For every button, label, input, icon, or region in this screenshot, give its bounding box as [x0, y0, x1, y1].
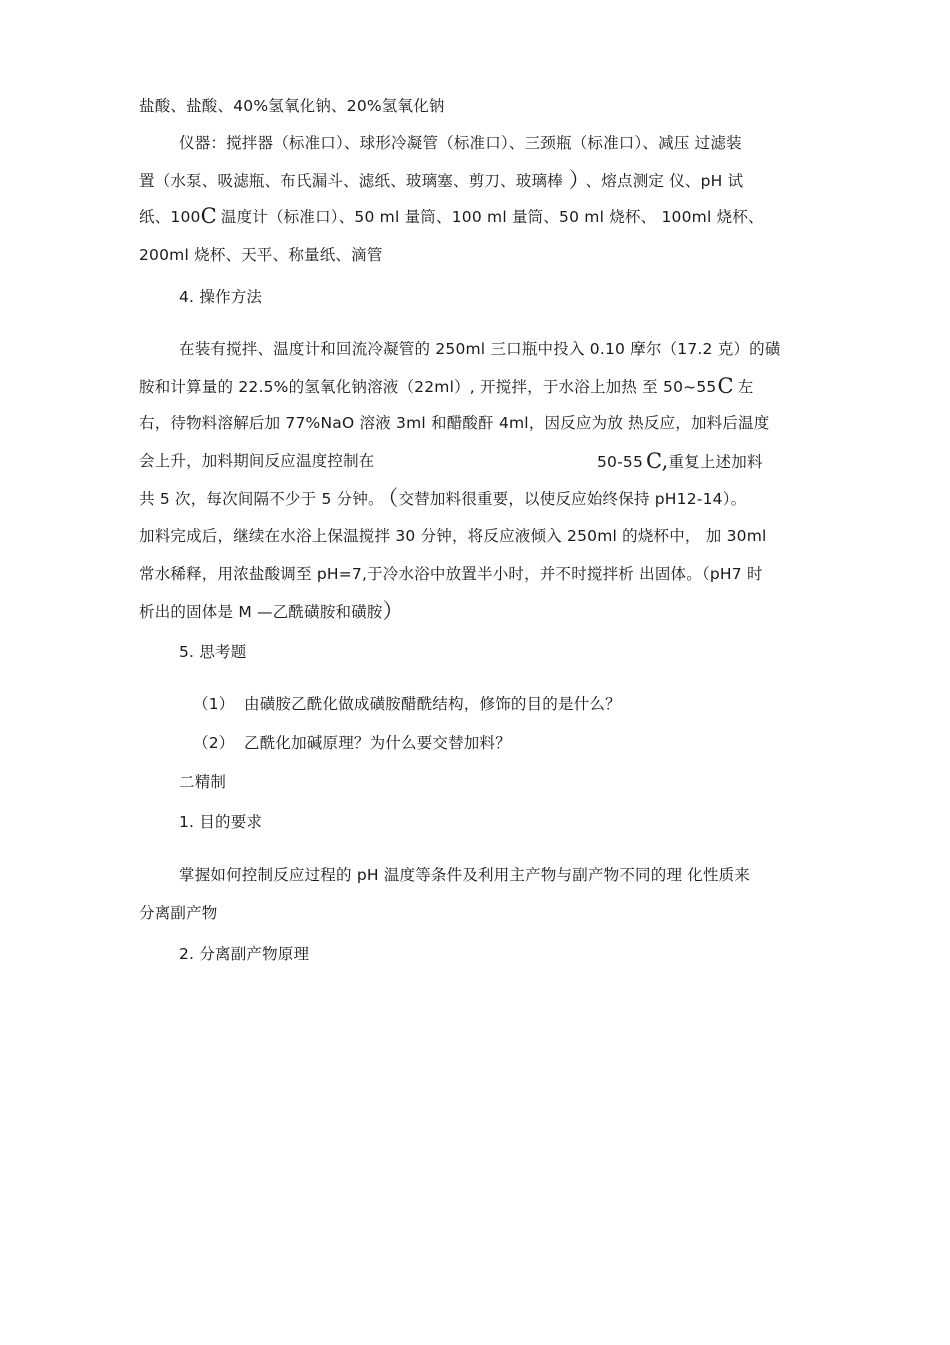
- procedure-line-1: 在装有搅拌、温度计和回流冷凝管的 250ml 三口瓶中投入 0.10 摩尔（17.2 克）的磺: [179, 340, 781, 358]
- section-4-heading: 4. 操作方法: [179, 288, 263, 306]
- part-2-paragraph-line-2: 分离副产物: [139, 904, 218, 922]
- instruments-line-3: [139, 206, 764, 227]
- celsius-mark: C: [717, 374, 734, 398]
- procedure-line-7: 常水稀释，用浓盐酸调至 pH=7,于冷水浴中放置半小时，并不时搅拌析 出固体。（pH7 时: [139, 565, 763, 583]
- temperature-range: 50-55: [597, 453, 644, 471]
- paren-mark: ）: [568, 168, 580, 192]
- procedure-line-2-text: 胺和计算量的 22.5%的氢氧化钠溶液（22ml）, 开搅拌，于水浴上加热 至 50~55: [139, 378, 717, 396]
- procedure-line-5-rest: 交替加料很重要，以使反应始终保持 pH12-14）。: [398, 490, 747, 508]
- instruments-line-2-text: 置（水泵、吸滤瓶、布氏漏斗、滤纸、玻璃塞、剪刀、玻璃棒: [139, 172, 563, 190]
- paren-mark: （: [387, 486, 399, 510]
- procedure-line-4b: [597, 451, 763, 472]
- question-1-number: （1）: [193, 695, 235, 713]
- procedure-line-3: 右，待物料溶解后加 77%NaO 溶液 3ml 和醋酸酐 4ml，因反应为放 热反应，加料后温度: [139, 414, 770, 432]
- procedure-line-2: [139, 376, 753, 397]
- question-1-text: 由磺胺乙酰化做成磺胺醋酰结构，修饰的目的是什么？: [244, 695, 621, 713]
- instruments-line-2-rest: 、熔点测定 仪、pH 试: [585, 172, 744, 190]
- instruments-line-3-rest: 温度计（标准口）、50 ml 量筒、100 ml 量筒、50 ml 烧杯、 100ml 烧杯、: [220, 208, 764, 226]
- instruments-line-2: [139, 170, 743, 191]
- procedure-line-5: [139, 488, 746, 509]
- part-2-heading-2: 2. 分离副产物原理: [179, 945, 310, 963]
- part-2-paragraph-line-1: 掌握如何控制反应过程的 pH 温度等条件及利用主产物与副产物不同的理 化性质来: [179, 866, 751, 884]
- procedure-line-8: [139, 601, 404, 622]
- procedure-line-8-text: 析出的固体是 M —乙酰磺胺和磺胺: [139, 603, 383, 621]
- instruments-line-1: 仪器：搅拌器（标准口）、球形冷凝管（标准口）、三颈瓶（标准口）、减压 过滤装: [179, 134, 742, 152]
- part-2-heading-1: 1. 目的要求: [179, 813, 263, 831]
- reagents-line: 盐酸、盐酸、40%氢氧化钠、20%氢氧化钠: [139, 97, 445, 115]
- question-2-number: （2）: [193, 734, 235, 752]
- procedure-line-6: 加料完成后，继续在水浴上保温搅拌 30 分钟，将反应液倾入 250ml 的烧杯中， 加 30ml: [139, 527, 767, 545]
- part-2-title: 二精制: [179, 773, 227, 791]
- paren-mark: ）: [382, 599, 404, 623]
- question-2-text: 乙酰化加碱原理？为什么要交替加料？: [244, 734, 511, 752]
- procedure-line-4a: 会上升，加料期间反应温度控制在: [139, 452, 375, 470]
- question-2: [193, 733, 511, 753]
- procedure-line-5-text: 共 5 次，每次间隔不少于 5 分钟。: [139, 490, 384, 508]
- question-1: [193, 694, 621, 714]
- procedure-line-2-rest: 左: [737, 378, 754, 396]
- instruments-line-4: 200ml 烧杯、天平、称量纸、滴管: [139, 246, 383, 264]
- procedure-line-4-rest: 重复上述加料: [668, 453, 763, 471]
- celsius-mark: C,: [646, 449, 669, 473]
- section-5-heading: 5. 思考题: [179, 643, 247, 661]
- celsius-mark: C: [200, 204, 217, 228]
- instruments-line-3-text: 纸、100: [139, 208, 201, 226]
